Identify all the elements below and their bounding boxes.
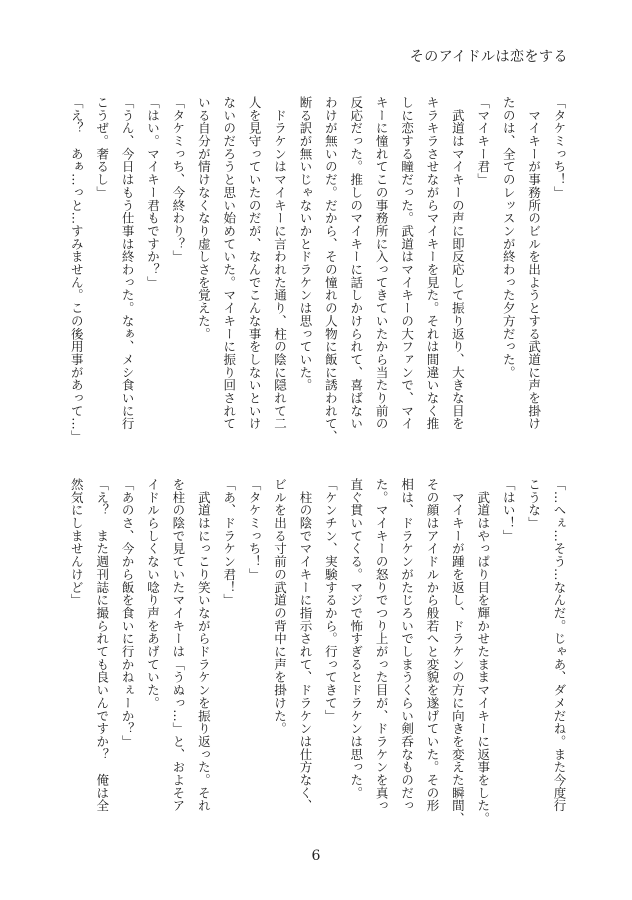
text-line: た。マイキーの怒りでつり上がった目が、ドラケンを真っ xyxy=(374,478,390,813)
text-line: 柱の陰でマイキーに指示されて、ドラケンは仕方なく、 xyxy=(297,478,313,813)
text-line: 「…へぇ…そう…なんだ。じゃあ、ダメだね。また今度行 xyxy=(552,478,567,813)
lower-text-block xyxy=(69,478,572,828)
text-line: たのは、全てのレッスンが終わった夕方だった。 xyxy=(501,96,517,379)
text-line: 「タケミっち、今終わり？」 xyxy=(170,96,186,264)
text-line: 武道はマイキーの声に即反応して振り返り、大きな目を xyxy=(450,96,466,431)
text-line: 「はい！」 xyxy=(501,478,517,543)
text-line: 然気にしませんけど」 xyxy=(69,478,85,607)
text-line: しに恋する瞳だった。武道はマイキーの大ファンで、マイ xyxy=(399,96,415,431)
text-line: 反応だった。推しのマイキーに話しかけられて、喜ばない xyxy=(348,96,364,431)
text-line: 「マイキー君」 xyxy=(475,96,491,186)
text-line: 「うん、今日はもう仕事は終わった。なぁ、メシ食いに行 xyxy=(120,96,136,431)
text-line: 相は、ドラケンがたじろいでしまうくらい剣呑なものだっ xyxy=(399,478,415,813)
page-header-title: そのアイドルは恋をする xyxy=(409,49,568,65)
text-line: 武道はにっこり笑いながらドラケンを振り返った。それ xyxy=(196,478,212,813)
text-line: 「あのさ、今から飯を食いに行かねぇーか？」 xyxy=(120,478,136,748)
text-line: 「ケンチン、実験するから。行ってきて」 xyxy=(323,478,339,723)
text-line: いる自分が情けなくなり虚しさを覚えた。 xyxy=(196,96,212,341)
text-line: わけが無いのだ。だから、その憧れの人物に飯に誘われて、 xyxy=(323,96,339,443)
text-line: ドラケンはマイキーに言われた通り、柱の陰に隠れて二 xyxy=(272,96,288,431)
text-line: 「え？ また週刊誌に撮られても良いんですか？ 俺は全 xyxy=(94,478,110,813)
text-line: 武道はやっぱり目を輝かせたままマイキーに返事をした。 xyxy=(475,478,491,825)
text-line: イドルらしくない唸り声をあげていた。 xyxy=(145,478,161,710)
text-line: 「あ、ドラケン君！」 xyxy=(221,478,237,607)
text-line: 直ぐ貫いてくる。マジで怖すぎるとドラケンは思った。 xyxy=(348,478,364,800)
text-line: マイキーが事務所のビルを出ようとする武道に声を掛け xyxy=(526,96,542,431)
text-line: ビルを出る寸前の武道の背中に声を掛けた。 xyxy=(272,478,288,735)
text-line: ないのだろうと思い始めていた。マイキーに振り回されて xyxy=(221,96,237,431)
text-line: 「タケミっち！」 xyxy=(552,96,567,199)
text-line: 「タケミっち！」 xyxy=(247,478,263,581)
text-line: こうぜ。奢るし」 xyxy=(94,96,110,199)
text-line: 「はい。マイキー君もですか？」 xyxy=(145,96,161,289)
page-number: 6 xyxy=(311,848,321,864)
text-line: 人を見守っていたのだが、なんでこんな事をしないといけ xyxy=(247,96,263,431)
text-line: キラキラさせながらマイキーを見た。それは間違いなく推 xyxy=(424,96,440,431)
text-line: こうな」 xyxy=(526,478,542,530)
text-line: その顔はアイドルから般若へと変貌を遂げていた。その形 xyxy=(424,478,440,813)
text-line: 断る訳が無いじゃないかとドラケンは思っていた。 xyxy=(297,96,313,392)
text-line: を柱の陰で見ていたマイキーは「うぬっ…」と、およそア xyxy=(170,478,186,813)
text-line: 「え？ あぁ…っと…すみません。この後用事があって…」 xyxy=(69,96,85,443)
upper-text-block xyxy=(69,96,572,454)
text-line: マイキーが踵を返し、ドラケンの方に向きを変えた瞬間、 xyxy=(450,478,466,825)
text-line: キーに憧れてこの事務所に入ってきていたから当たり前の xyxy=(374,96,390,431)
